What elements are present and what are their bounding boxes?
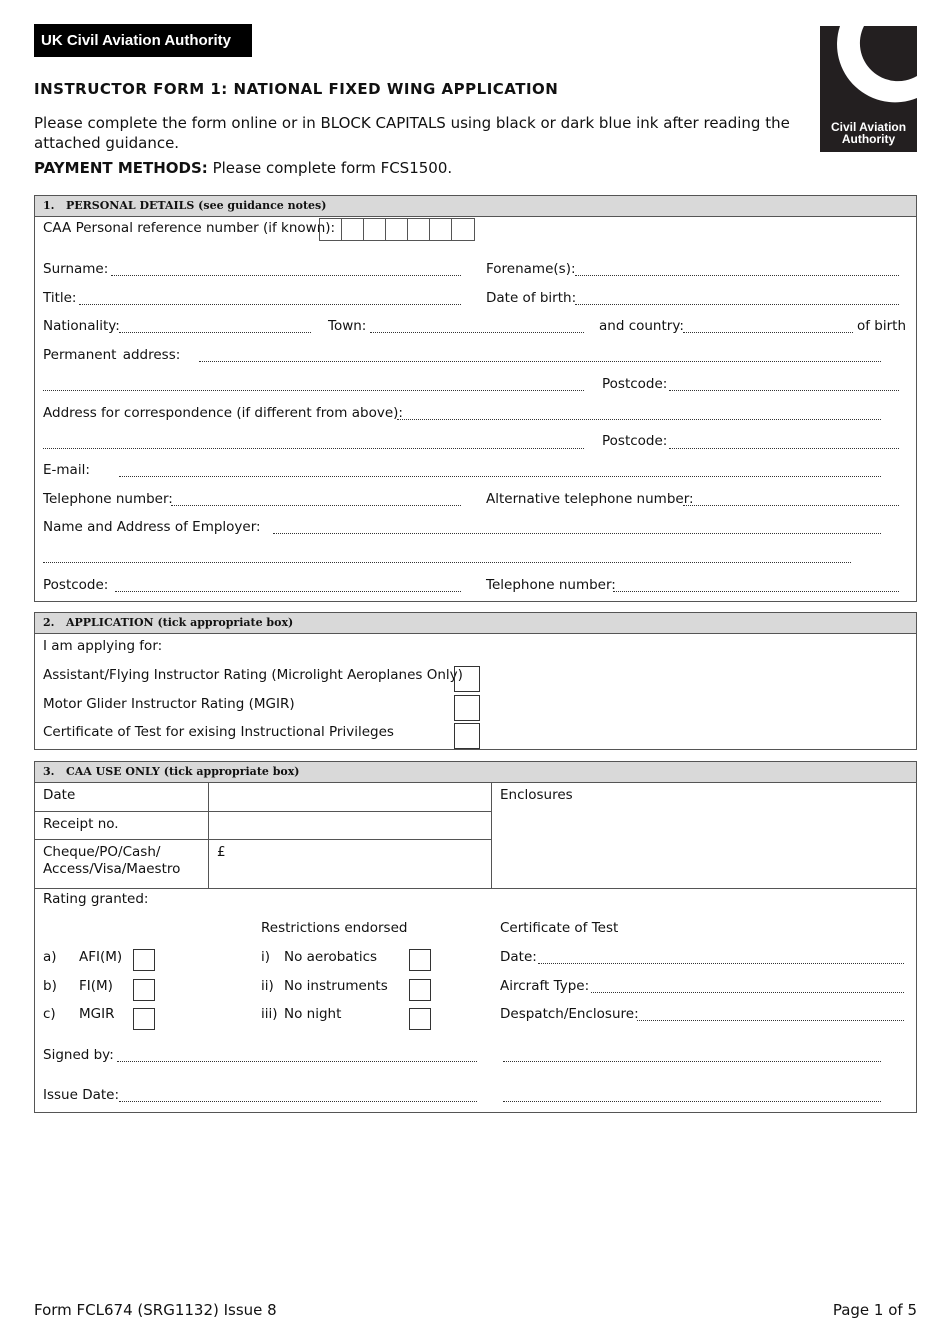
- grid-divider: [491, 783, 492, 888]
- signed-by-field[interactable]: [117, 1061, 477, 1062]
- despatch-label: Despatch/Enclosure:: [500, 1006, 639, 1022]
- surname-field[interactable]: [111, 275, 461, 276]
- section1-number: 1.: [43, 199, 55, 212]
- section2-number: 2.: [43, 616, 55, 629]
- section3-number: 3.: [43, 765, 55, 778]
- restriction-num: i): [261, 949, 271, 965]
- perm-postcode-label: Postcode:: [602, 376, 668, 392]
- section2-header: [35, 613, 916, 634]
- issue-date-label: Issue Date:: [43, 1087, 120, 1103]
- rating-granted-label: Rating granted:: [43, 891, 149, 907]
- section-application: [34, 612, 917, 750]
- payment-type-label: [43, 844, 180, 878]
- rating-mgir-checkbox[interactable]: [133, 1008, 155, 1030]
- emp-telephone-label: Telephone number:: [486, 577, 616, 593]
- grid-divider: [35, 839, 491, 840]
- restriction-name: No night: [284, 1006, 342, 1022]
- restriction-num: ii): [261, 978, 274, 994]
- country-field[interactable]: [683, 332, 853, 333]
- corr-address-label: Address for correspondence (if different from above):: [43, 405, 403, 421]
- section2-title: APPLICATION: [65, 616, 154, 629]
- page-number: Page 1 of 5: [832, 1301, 917, 1319]
- email-field[interactable]: [119, 476, 881, 477]
- section-caa-use-only: [34, 761, 917, 1113]
- caa-logo: [820, 26, 917, 152]
- telephone-label: Telephone number:: [43, 491, 173, 507]
- grid-divider: [35, 888, 917, 889]
- employer-field[interactable]: [273, 533, 881, 534]
- option-mgir-checkbox[interactable]: [454, 695, 480, 721]
- of-birth-label: of birth: [857, 318, 907, 334]
- restrictions-title: Restrictions endorsed: [261, 920, 408, 936]
- title-label: Title:: [43, 290, 77, 306]
- alt-telephone-label: Alternative telephone number:: [486, 491, 694, 507]
- issue-date-field-2[interactable]: [503, 1101, 881, 1102]
- alt-telephone-field[interactable]: [683, 505, 899, 506]
- payment-methods: [34, 159, 452, 177]
- option-label: Motor Glider Instructor Rating (MGIR): [43, 696, 295, 712]
- employer-label: Name and Address of Employer:: [43, 519, 261, 535]
- aircraft-type-field[interactable]: [591, 992, 904, 993]
- section3-title: CAA USE ONLY: [65, 765, 160, 778]
- ref-digit-box[interactable]: [320, 219, 342, 240]
- section-personal-details: [34, 195, 917, 602]
- receipt-label: Receipt no.: [43, 816, 119, 832]
- caa-ref-input[interactable]: [319, 218, 475, 241]
- payment-type-line1: Cheque/PO/Cash/: [43, 844, 161, 860]
- perm-address-line2[interactable]: [43, 390, 584, 391]
- option-cert-test-checkbox[interactable]: [454, 723, 480, 749]
- rating-letter: a): [43, 949, 57, 965]
- rating-letter: c): [43, 1006, 56, 1022]
- forenames-label: Forename(s):: [486, 261, 576, 277]
- perm-postcode-field[interactable]: [669, 390, 899, 391]
- payment-type-line2: Access/Visa/Maestro: [43, 861, 181, 877]
- payment-text: Please complete form FCS1500.: [207, 159, 453, 177]
- intro-text: Please complete the form online or in BLOCK CAPITALS using black or dark blue ink after reading the attached guidance.: [34, 114, 790, 152]
- corr-address-field[interactable]: [397, 419, 881, 420]
- perm-address-field[interactable]: [199, 361, 881, 362]
- section1-subtitle: (see guidance notes): [198, 199, 327, 212]
- nationality-field[interactable]: [119, 332, 311, 333]
- authority-badge: UK Civil Aviation Authority: [34, 24, 252, 57]
- cert-test-title: Certificate of Test: [500, 920, 619, 936]
- caa-ref-label: CAA Personal reference number (if known):: [43, 220, 336, 236]
- rating-name: AFI(M): [79, 949, 123, 965]
- logo-text-line1: Civil Aviation: [830, 120, 907, 134]
- date-label: Date: [43, 787, 76, 803]
- ref-digit-box[interactable]: [408, 219, 430, 240]
- cert-date-label: Date:: [500, 949, 537, 965]
- grid-divider: [208, 783, 209, 888]
- despatch-field[interactable]: [637, 1020, 904, 1021]
- form-title: INSTRUCTOR FORM 1: NATIONAL FIXED WING APPLICATION: [34, 80, 559, 98]
- signed-by-label: Signed by:: [43, 1047, 114, 1063]
- surname-label: Surname:: [43, 261, 109, 277]
- section3-subtitle: (tick appropriate box): [163, 765, 300, 778]
- enclosures-label: Enclosures: [500, 787, 573, 803]
- logo-text-line2: Authority: [841, 132, 896, 146]
- corr-postcode-field[interactable]: [669, 448, 899, 449]
- corr-postcode-label: Postcode:: [602, 433, 668, 449]
- ref-digit-box[interactable]: [430, 219, 452, 240]
- option-label: Certificate of Test for exising Instructional Privileges: [43, 724, 394, 740]
- town-label: Town:: [328, 318, 367, 334]
- ref-digit-box[interactable]: [342, 219, 364, 240]
- cert-date-field[interactable]: [538, 963, 904, 964]
- perm-address-label: Permanent address:: [43, 347, 181, 363]
- town-field[interactable]: [370, 332, 584, 333]
- no-instruments-checkbox[interactable]: [409, 979, 431, 1001]
- pound-sign: £: [217, 844, 226, 860]
- rating-name: FI(M): [79, 978, 113, 994]
- email-label: E-mail:: [43, 462, 90, 478]
- title-field[interactable]: [79, 304, 461, 305]
- rating-fim-checkbox[interactable]: [133, 979, 155, 1001]
- forenames-field[interactable]: [575, 275, 899, 276]
- restriction-num: iii): [261, 1006, 278, 1022]
- issue-date-field[interactable]: [119, 1101, 477, 1102]
- ref-digit-box[interactable]: [386, 219, 408, 240]
- dob-field[interactable]: [575, 304, 899, 305]
- aircraft-type-label: Aircraft Type:: [500, 978, 590, 994]
- emp-postcode-field[interactable]: [115, 591, 461, 592]
- no-aerobatics-checkbox[interactable]: [409, 949, 431, 971]
- restriction-name: No instruments: [284, 978, 388, 994]
- rating-name: MGIR: [79, 1006, 115, 1022]
- ref-digit-box[interactable]: [452, 219, 474, 240]
- section1-header: [35, 196, 916, 217]
- nationality-label: Nationality:: [43, 318, 120, 334]
- option-afi-checkbox[interactable]: [454, 666, 480, 692]
- rating-afim-checkbox[interactable]: [133, 949, 155, 971]
- country-label: and country:: [599, 318, 684, 334]
- no-night-checkbox[interactable]: [409, 1008, 431, 1030]
- telephone-field[interactable]: [171, 505, 461, 506]
- payment-label: PAYMENT METHODS:: [34, 159, 208, 177]
- grid-divider: [35, 811, 491, 812]
- section1-title: PERSONAL DETAILS: [65, 199, 195, 212]
- section3-header: [35, 762, 916, 783]
- option-label: Assistant/Flying Instructor Rating (Microlight Aeroplanes Only): [43, 667, 463, 683]
- signed-by-field-2[interactable]: [503, 1061, 881, 1062]
- corr-address-line2[interactable]: [43, 448, 584, 449]
- restriction-name: No aerobatics: [284, 949, 378, 965]
- rating-letter: b): [43, 978, 57, 994]
- dob-label: Date of birth:: [486, 290, 577, 306]
- employer-line2[interactable]: [43, 562, 851, 563]
- emp-postcode-label: Postcode:: [43, 577, 109, 593]
- section2-subtitle: (tick appropriate box): [157, 616, 294, 629]
- ref-digit-box[interactable]: [364, 219, 386, 240]
- applying-for-label: I am applying for:: [43, 638, 163, 654]
- form-id: Form FCL674 (SRG1132) Issue 8: [34, 1301, 277, 1319]
- emp-telephone-field[interactable]: [613, 591, 899, 592]
